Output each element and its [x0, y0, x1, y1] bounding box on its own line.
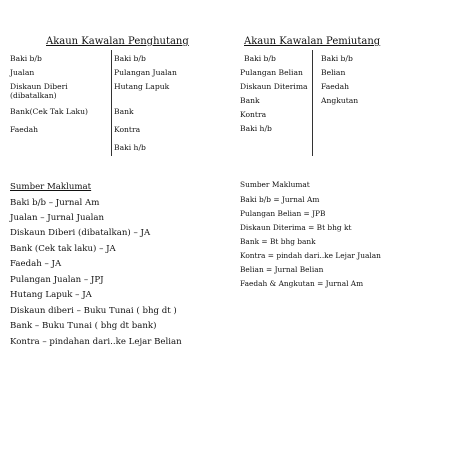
left-sources-title: Sumber Maklumat: [10, 182, 92, 192]
left-source-item: Jualan – Jurnal Jualan: [10, 213, 105, 223]
left-source-item: Faedah – JA: [10, 259, 62, 269]
left-source-item: Kontra – pindahan dari..ke Lejar Belian: [10, 337, 182, 347]
left-credit-item: Bank: [114, 107, 134, 116]
right-debit-item: Bank: [240, 96, 260, 105]
right-source-item: Bank = Bt bhg bank: [240, 237, 316, 246]
left-account-title: Akaun Kawalan Penghutang: [46, 36, 189, 47]
left-credit-item: Baki h/b: [114, 143, 146, 152]
left-debit-item: Baki b/b: [10, 54, 42, 63]
left-credit-item: Hutang Lapuk: [114, 82, 170, 91]
right-debit-item: Baki h/b: [240, 124, 272, 133]
left-account-divider: [111, 50, 112, 156]
right-account-divider: [312, 50, 313, 156]
left-credit-item: Kontra: [114, 125, 141, 134]
left-debit-item: Jualan: [10, 68, 35, 77]
right-credit-item: Belian: [321, 68, 346, 77]
right-source-item: Kontra = pindah dari..ke Lejar Jualan: [240, 251, 381, 260]
left-source-item: Bank (Cek tak laku) – JA: [10, 244, 116, 254]
right-credit-item: Baki b/b: [321, 54, 353, 63]
left-source-item: Bank – Buku Tunai ( bhg dt bank): [10, 321, 157, 331]
right-credit-item: Angkutan: [321, 96, 359, 105]
left-source-item: Diskaun Diberi (dibatalkan) – JA: [10, 228, 151, 238]
left-source-item: Pulangan Jualan – JPJ: [10, 275, 104, 285]
right-source-item: Baki b/b = Jurnal Am: [240, 195, 320, 204]
left-credit-item: Baki b/b: [114, 54, 146, 63]
left-credit-item: Pulangan Jualan: [114, 68, 177, 77]
left-debit-item: Faedah: [10, 125, 39, 134]
right-account-title: Akaun Kawalan Pemiutang: [244, 36, 381, 47]
left-source-item: Hutang Lapuk – JA: [10, 290, 92, 300]
right-debit-item: Pulangan Belian: [240, 68, 303, 77]
right-source-item: Pulangan Belian = JPB: [240, 209, 326, 218]
right-sources-title: Sumber Maklumat: [240, 180, 310, 189]
right-source-item: Belian = Jurnal Belian: [240, 265, 324, 274]
left-debit-item: Bank(Cek Tak Laku): [10, 107, 88, 116]
left-debit-item: Diskaun Diberi (dibatalkan): [10, 82, 68, 100]
right-source-item: Diskaun Diterima = Bt bhg kt: [240, 223, 352, 232]
left-source-item: Baki b/b – Jurnal Am: [10, 198, 100, 208]
right-debit-item: Diskaun Diterima: [240, 82, 308, 91]
right-debit-item: Baki b/b: [244, 54, 276, 63]
left-source-item: Diskaun diberi – Buku Tunai ( bhg dt ): [10, 306, 177, 316]
right-credit-item: Faedah: [321, 82, 350, 91]
right-source-item: Faedah & Angkutan = Jurnal Am: [240, 279, 364, 288]
right-debit-item: Kontra: [240, 110, 267, 119]
